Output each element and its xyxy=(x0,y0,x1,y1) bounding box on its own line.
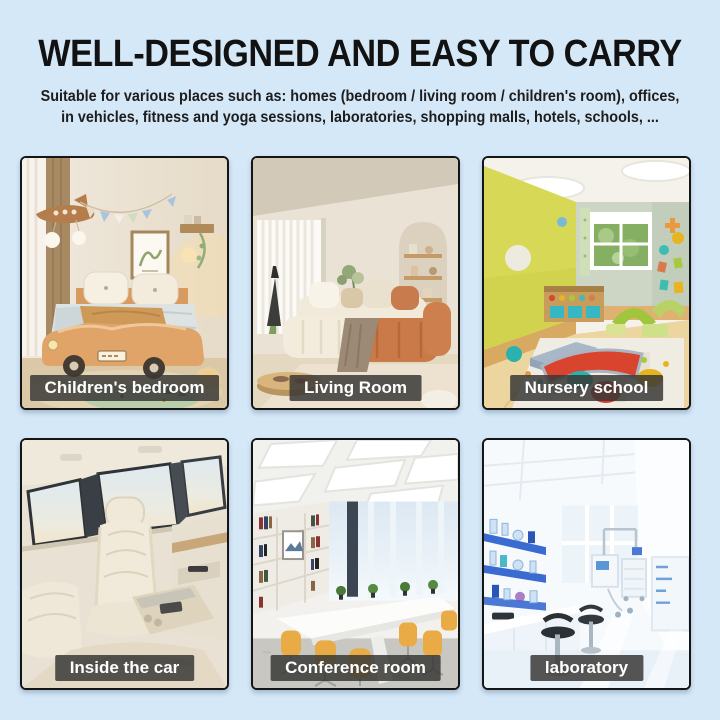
childrens-bedroom-photo xyxy=(22,158,227,408)
place-card-car-interior xyxy=(20,438,229,690)
subtitle-line-1: Suitable for various places such as: homes (bedroom / living room / children's room), offices, xyxy=(40,88,680,105)
place-label: Living Room xyxy=(289,375,422,401)
living-room-photo xyxy=(253,158,458,408)
laboratory-photo xyxy=(484,440,689,688)
car-interior-photo xyxy=(22,440,227,688)
place-card-nursery-school xyxy=(482,156,691,410)
place-card-living-room xyxy=(251,156,460,410)
conference-room-photo xyxy=(253,440,458,688)
place-label: Children's bedroom xyxy=(30,375,220,401)
nursery-school-photo xyxy=(484,158,689,408)
place-card-laboratory xyxy=(482,438,691,690)
place-label: Inside the car xyxy=(55,655,195,681)
place-label: Conference room xyxy=(270,655,441,681)
place-card-childrens-bedroom xyxy=(20,156,229,410)
place-label: laboratory xyxy=(530,655,643,681)
place-label: Nursery school xyxy=(510,375,664,401)
subtitle-line-2: in vehicles, fitness and yoga sessions, laboratories, shopping malls, hotels, schools, ... xyxy=(61,109,659,126)
page-title: WELL-DESIGNED AND EASY TO CARRY xyxy=(38,33,682,75)
places-grid xyxy=(20,156,691,690)
place-card-conference-room xyxy=(251,438,460,690)
page-subtitle xyxy=(36,86,684,128)
